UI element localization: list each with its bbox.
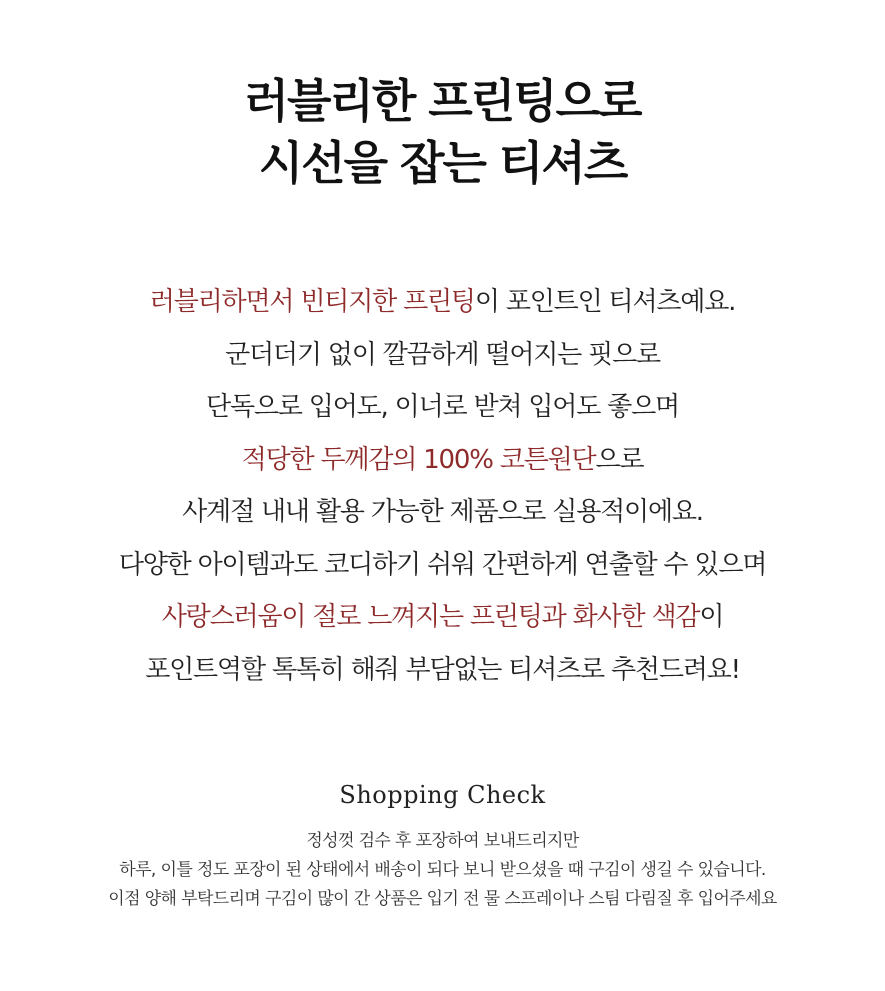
shopping-check-notes bbox=[0, 827, 885, 914]
description-line-2: 군더더기 없이 깔끔하게 떨어지는 핏으로 bbox=[225, 339, 660, 370]
description-line-8: 포인트역할 톡톡히 해줘 부담없는 티셔츠로 추천드려요! bbox=[145, 654, 740, 685]
shopping-check-note-3: 이점 양해 부탁드리며 구김이 많이 간 상품은 입기 전 물 스프레이나 스팀 다림질 후 입어주세요 bbox=[108, 889, 777, 909]
shopping-check-note-2: 하루, 이틀 정도 포장이 된 상태에서 배송이 되다 보니 받으셨을 때 구김이 생길 수 있습니다. bbox=[119, 860, 766, 880]
description-line-4 bbox=[0, 434, 885, 487]
description-line-1 bbox=[0, 276, 885, 329]
product-description bbox=[0, 276, 885, 696]
description-line-7-rest: 이 bbox=[699, 602, 724, 632]
headline bbox=[0, 70, 885, 194]
description-line-7 bbox=[0, 591, 885, 644]
headline-line-2: 시선을 잡는 티셔츠 bbox=[258, 136, 627, 190]
description-highlight-fabric: 적당한 두께감의 100% 코튼원단 bbox=[241, 444, 596, 475]
shopping-check-title: Shopping Check bbox=[339, 781, 546, 809]
description-line-1-rest: 이 포인트인 티셔츠예요. bbox=[474, 287, 736, 317]
description-line-5: 사계절 내내 활용 가능한 제품으로 실용적이에요. bbox=[182, 497, 703, 527]
headline-line-1: 러블리한 프린팅으로 bbox=[244, 74, 641, 128]
description-line-6: 다양한 아이템과도 코디하기 쉬워 간편하게 연출할 수 있으며 bbox=[118, 549, 767, 580]
description-line-4-rest: 으로 bbox=[595, 444, 644, 475]
description-highlight-color: 사랑스러움이 절로 느껴지는 프린팅과 화사한 색감 bbox=[161, 602, 700, 632]
description-line-3: 단독으로 입어도, 이너로 받쳐 입어도 좋으며 bbox=[206, 392, 679, 422]
shopping-check-note-1: 정성껏 검수 후 포장하여 보내드리지만 bbox=[306, 831, 579, 851]
description-highlight-printing: 러블리하면서 빈티지한 프린팅 bbox=[149, 287, 475, 317]
